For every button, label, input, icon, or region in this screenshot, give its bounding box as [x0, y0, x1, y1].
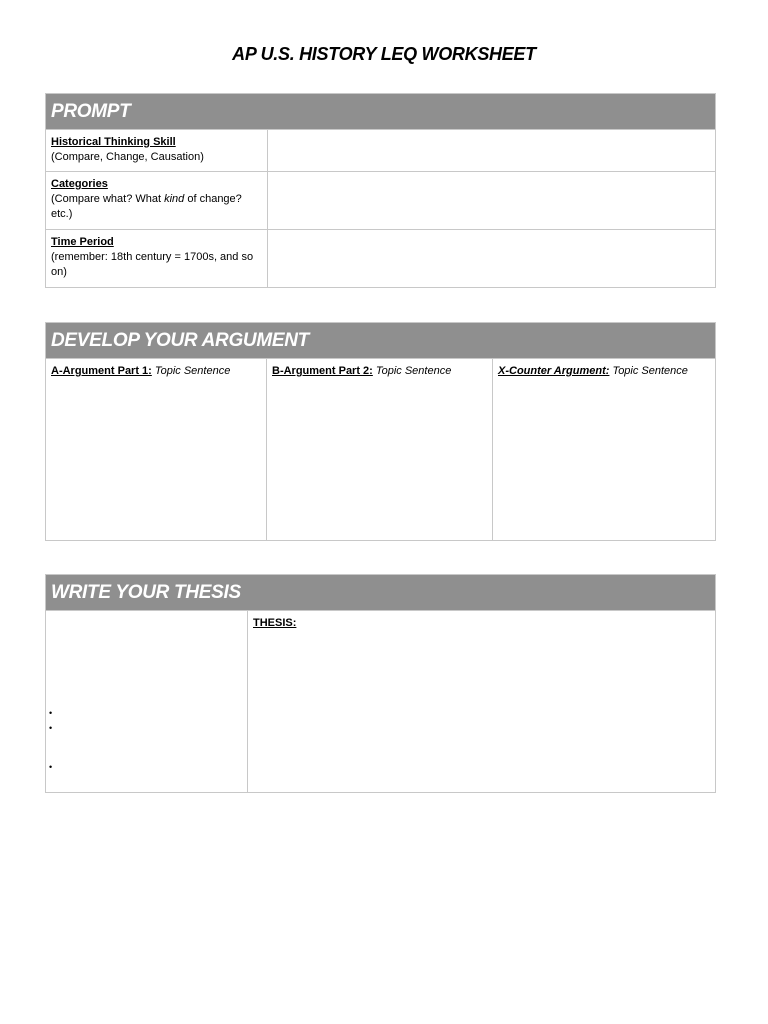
bullet-mark: •: [49, 723, 53, 733]
prompt-section: [45, 93, 716, 288]
thesis-field[interactable]: [248, 611, 715, 792]
time-period-answer-field[interactable]: [268, 230, 715, 287]
counter-argument-field[interactable]: [492, 359, 715, 540]
prompt-row-skill: [46, 129, 715, 171]
counter-argument-label: X-Counter Argument:: [498, 365, 610, 377]
bullet-mark: •: [49, 762, 53, 772]
counter-argument-hint: Topic Sentence: [609, 365, 688, 377]
categories-note: (Compare what? What kind of change? etc.): [51, 193, 242, 220]
prompt-header: PROMPT: [46, 94, 715, 129]
argument-section: [45, 322, 716, 541]
thesis-row: [46, 610, 715, 792]
thesis-section: [45, 574, 716, 793]
argument-part-2-hint: Topic Sentence: [372, 365, 452, 377]
categories-label: Categories: [51, 178, 108, 190]
categories-answer-field[interactable]: [268, 172, 715, 229]
argument-header: DEVELOP YOUR ARGUMENT: [46, 323, 715, 358]
prompt-row-time-period: [46, 229, 715, 287]
time-period-note: (remember: 18th century = 1700s, and so on): [51, 251, 254, 278]
argument-part-1-field[interactable]: [46, 359, 266, 540]
thesis-notes-field[interactable]: [46, 611, 248, 792]
bullet-mark: •: [49, 708, 53, 718]
skill-answer-field[interactable]: [268, 130, 715, 171]
argument-part-2-field[interactable]: [266, 359, 492, 540]
skill-label: Historical Thinking Skill: [51, 136, 176, 148]
prompt-label-cell: [46, 230, 268, 287]
skill-note: (Compare, Change, Causation): [51, 151, 204, 163]
argument-part-2-label: B-Argument Part 2:: [272, 365, 373, 377]
page-title: AP U.S. HISTORY LEQ WORKSHEET: [232, 44, 536, 64]
argument-part-1-label: A-Argument Part 1:: [51, 365, 152, 377]
prompt-row-categories: [46, 171, 715, 229]
prompt-label-cell: [46, 172, 268, 229]
thesis-header: WRITE YOUR THESIS: [46, 575, 715, 610]
argument-columns: [46, 358, 715, 540]
prompt-label-cell: [46, 130, 268, 171]
time-period-label: Time Period: [51, 236, 114, 248]
argument-part-1-hint: Topic Sentence: [151, 365, 231, 377]
thesis-label: THESIS:: [253, 617, 297, 629]
